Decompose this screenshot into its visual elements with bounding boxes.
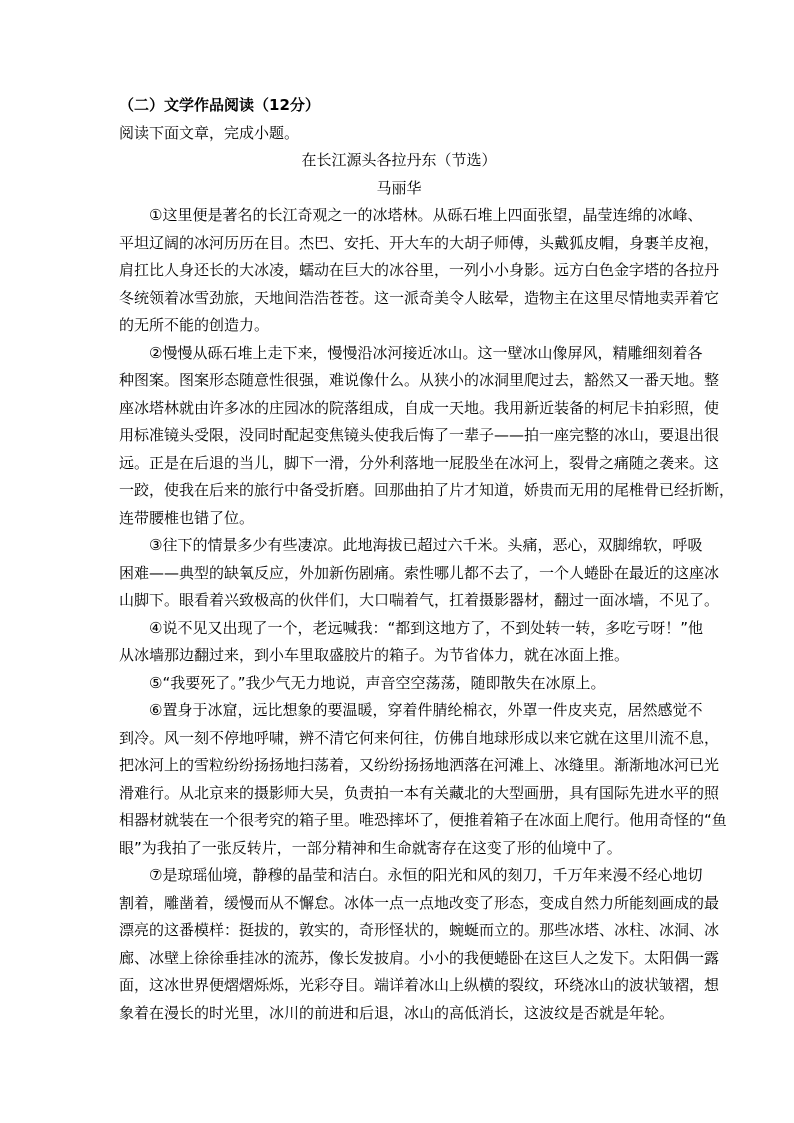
paragraph — [119, 862, 720, 1027]
paragraph — [119, 340, 735, 533]
paragraph — [119, 615, 703, 670]
section-heading: （二）文学作品阅读（12分） — [119, 96, 320, 114]
paragraph — [119, 202, 720, 340]
paragraph-line: ⑦是琼瑶仙境，静穆的晶莹和洁白。永恒的阳光和风的刻刀，千万年来漫不经心地切 — [149, 866, 703, 884]
paragraph-line: 一跤，使我在后来的旅行中备受折磨。回那曲拍了片才知道，娇贵而无用的尾椎骨已经折断， — [119, 481, 735, 499]
paragraph-line: 的无所不能的创造力。 — [119, 316, 270, 334]
paragraph-line: 种图案。图案形态随意性很强，难说像什么。从狭小的冰洞里爬过去，豁然又一番天地。整 — [119, 371, 720, 389]
paragraph-line: 廊、冰壁上徐徐垂挂冰的流苏，像长发披肩。小小的我便蜷卧在这巨人之发下。太阳偶一露 — [119, 948, 720, 967]
paragraph-line: 困难——典型的缺氧反应，外加新伤剧痛。索性哪儿都不去了，一个人蜷卧在最近的这座冰 — [119, 563, 720, 582]
article-title: 在长江源头各拉丹东（节选） — [301, 151, 497, 169]
paragraph-line: 漂亮的这番模样：挺拔的，敦实的，奇形怪状的，蜿蜒而立的。那些冰塔、冰柱、冰洞、冰 — [119, 921, 720, 939]
paragraph-line: 到冷。风一刻不停地呼啸，辨不清它何来何往，仿佛自地球形成以来它就在这里川流不息， — [119, 728, 720, 747]
paragraph-line: 肩扛比人身还长的大冰凌，蠕动在巨大的冰谷里，一列小小身影。远方白色金字塔的各拉丹 — [119, 261, 720, 279]
paragraph-line: ③往下的情景多少有些凄凉。此地海拔已超过六千米。头痛，恶心，双脚绵软，呼吸 — [149, 536, 703, 554]
paragraph-line: 面，这冰世界便熠熠烁烁，光彩夺目。端详着冰山上纵横的裂纹，环绕冰山的波状皱褶，想 — [119, 976, 720, 994]
paragraph-line: 滑难行。从北京来的摄影师大吴，负责拍一本有关藏北的大型画册，具有国际先进水平的照 — [119, 783, 720, 802]
paragraph-line: 用标准镜头受限，没同时配起变焦镜头使我后悔了一辈子——拍一座完整的冰山，要退出很 — [119, 426, 720, 444]
paragraph-line: 冬统领着冰雪劲旅，天地间浩浩苍苍。这一派奇美令人眩晕，造物主在这里尽情地卖弄着它 — [119, 288, 720, 307]
document-page — [119, 92, 735, 1027]
paragraph-line: ⑤“我要死了。”我少气无力地说，声音空空荡荡，随即散失在冰原上。 — [149, 673, 606, 692]
instruction-text: 阅读下面文章，完成小题。 — [119, 123, 300, 142]
paragraph-line: ④说不见又出现了一个，老远喊我：“都到这地方了，不到处转一转，多吃亏呀！”他 — [149, 618, 703, 637]
paragraph-line: 眼”为我拍了一张反转片，一部分精神和生命就寄存在这变了形的仙境中了。 — [119, 838, 622, 857]
paragraph-line: 平坦辽阔的冰河历历在目。杰巴、安托、开大车的大胡子师傅，头戴狐皮帽，身裹羊皮袍， — [119, 233, 720, 252]
paragraph — [119, 532, 720, 615]
paragraph-line: ②慢慢从砾石堆上走下来，慢慢沿冰河接近冰山。这一壁冰山像屏风，精雕细刻着各 — [149, 343, 703, 362]
article-body — [119, 202, 735, 1027]
paragraph-line: ①这里便是著名的长江奇观之一的冰塔林。从砾石堆上四面张望，晶莹连绵的冰峰、 — [149, 206, 703, 224]
paragraph — [119, 697, 727, 862]
paragraph-line: 从冰墙那边翻过来，到小车里取盛胶片的箱子。为节省体力，就在冰面上推。 — [119, 646, 630, 664]
paragraph-line: 连带腰椎也错了位。 — [119, 508, 255, 527]
paragraph-line: 座冰塔林就由许多冰的庄园冰的院落组成，自成一天地。我用新近装备的柯尼卡拍彩照，使 — [119, 398, 720, 417]
paragraph-line: 远。正是在后退的当儿，脚下一滑，分外利落地一屁股坐在冰河上，裂骨之痛随之袭来。这 — [119, 453, 720, 472]
paragraph-line: 山脚下。眼看着兴致极高的伙伴们，大口喘着气，扛着摄影器材，翻过一面冰墙，不见了。 — [119, 591, 720, 609]
paragraph — [119, 670, 679, 698]
paragraph-line: 割着，雕凿着，缓慢而从不懈怠。冰体一点一点地改变了形态，变成自然力所能刻画成的最 — [119, 893, 720, 912]
paragraph-line: 相器材就装在一个很考究的箱子里。唯恐摔坏了，便推着箱子在冰面上爬行。他用奇怪的“鱼 — [119, 811, 727, 829]
paragraph-line: 把冰河上的雪粒纷纷扬扬地扫荡着，又纷纷扬扬地洒落在河滩上、冰缝里。渐渐地冰河已光 — [119, 756, 720, 774]
article-author: 马丽华 — [376, 178, 422, 197]
paragraph-line: ⑥置身于冰窟，远比想象的要温暖，穿着件腈纶棉衣，外罩一件皮夹克，居然感觉不 — [149, 701, 703, 719]
paragraph-line: 象着在漫长的时光里，冰川的前进和后退，冰山的高低消长，这波纹是否就是年轮。 — [119, 1003, 675, 1022]
